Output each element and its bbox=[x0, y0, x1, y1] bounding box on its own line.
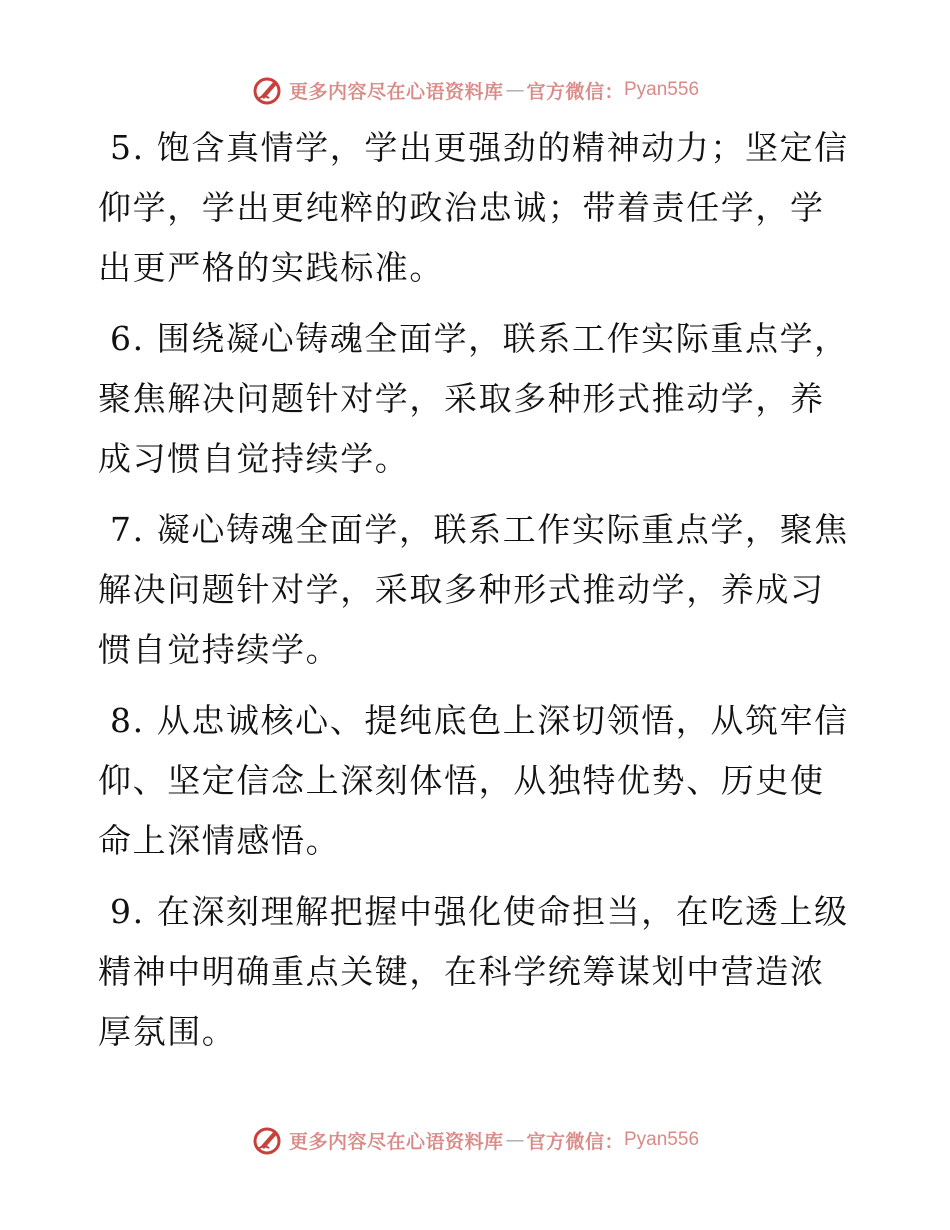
banner-main-text: 更多内容尽在心语资料库 bbox=[288, 80, 504, 103]
banner-main-text: 更多内容尽在心语资料库 bbox=[288, 1130, 504, 1153]
paragraph-6: 6. 围绕凝心铸魂全面学，联系工作实际重点学，聚焦解决问题针对学，采取多种形式推动学，养成习惯自觉持续学。 bbox=[98, 319, 849, 478]
banner-wechat-label: 官方微信： bbox=[526, 1130, 624, 1153]
paragraph-7: 7. 凝心铸魂全面学，联系工作实际重点学，聚焦解决问题针对学，采取多种形式推动学，养成习惯自觉持续学。 bbox=[98, 510, 849, 669]
quill-seal-icon bbox=[251, 74, 283, 106]
paragraph-9: 9. 在深刻理解把握中强化使命担当，在吃透上级精神中明确重点关键，在科学统筹谋划中营造浓厚氛围。 bbox=[98, 892, 849, 1051]
banner-wechat-label: 官方微信： bbox=[526, 80, 624, 103]
footer-banner bbox=[0, 1122, 950, 1158]
header-banner bbox=[0, 72, 950, 108]
banner-separator: — bbox=[505, 1129, 525, 1151]
banner-wechat-id: Pyan556 bbox=[624, 1129, 700, 1150]
banner-separator: — bbox=[505, 79, 525, 101]
document-body bbox=[98, 118, 858, 1073]
quill-seal-icon bbox=[251, 1124, 283, 1156]
paragraph-8: 8. 从忠诚核心、提纯底色上深切领悟，从筑牢信仰、坚定信念上深刻体悟，从独特优势、历史使命上深情感悟。 bbox=[98, 701, 849, 860]
paragraph-5: 5. 饱含真情学，学出更强劲的精神动力；坚定信仰学，学出更纯粹的政治忠诚；带着责任学，学出更严格的实践标准。 bbox=[98, 128, 849, 287]
banner-wechat-id: Pyan556 bbox=[624, 79, 700, 100]
